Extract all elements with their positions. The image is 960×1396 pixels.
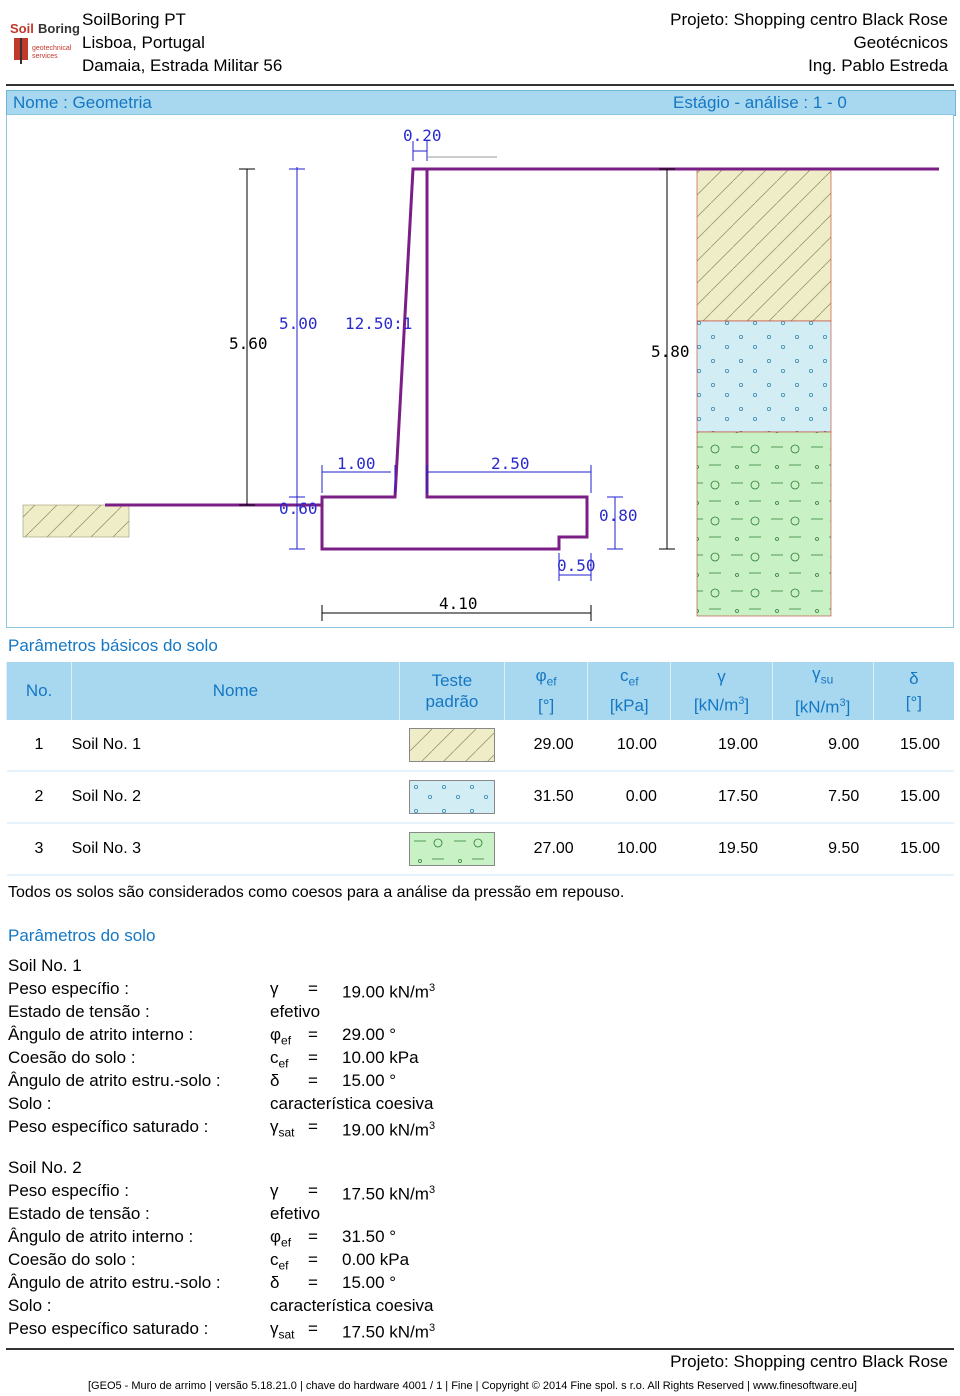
footer-divider	[6, 1348, 954, 1350]
cell-phi: 31.50	[505, 771, 588, 823]
svg-text:geotechnical: geotechnical	[32, 45, 72, 52]
soil-name: Soil No. 1	[8, 956, 82, 975]
soil-layer-2	[697, 321, 831, 432]
footer-software-info: [GEO5 - Muro de arrimo | versão 5.18.21.0 | chave do hardware 4001 / 1 | Fine | Copyright © 2014 Fine spol. s r.o. All Rights Reserved | www.finesoftware.eu]	[88, 1380, 857, 1392]
cell-c: 10.00	[588, 823, 671, 875]
soil-swatch-gravel	[409, 832, 495, 866]
cell-pattern	[399, 771, 504, 823]
table-row	[7, 720, 955, 771]
header-divider	[6, 84, 954, 86]
company-block	[82, 8, 282, 77]
cell-gamma-su: 9.50	[772, 823, 873, 875]
dim-key-width: 0.50	[557, 556, 596, 575]
company-address: Damaia, Estrada Militar 56	[82, 56, 283, 75]
dim-slope: 12.50:1	[345, 314, 413, 333]
dim-height-right: 5.80	[651, 342, 690, 361]
basic-params-title: Parâmetros básicos do solo	[8, 636, 218, 655]
soil-swatch-hatch	[409, 728, 495, 762]
soil-params-table	[6, 662, 954, 876]
soil-layer-1	[697, 169, 831, 321]
dim-heel: 2.50	[491, 454, 530, 473]
cell-pattern	[399, 823, 504, 875]
dim-total-width: 4.10	[439, 594, 478, 613]
cell-delta: 15.00	[873, 771, 954, 823]
project-engineer: Ing. Pablo Estreda	[808, 56, 948, 75]
company-name: SoilBoring PT	[82, 10, 186, 29]
soil-swatch-dots	[409, 780, 495, 814]
project-block	[670, 8, 948, 77]
cell-no: 3	[7, 823, 72, 875]
retaining-wall	[322, 169, 587, 549]
col-c: $c_{ef}$ [kPa]	[588, 662, 671, 720]
cell-phi: 27.00	[505, 823, 588, 875]
cell-name: Soil No. 1	[72, 720, 400, 771]
soil-layer-3	[697, 432, 831, 616]
project-name: Projeto: Shopping centro Black Rose	[670, 10, 948, 29]
cell-phi: 29.00	[505, 720, 588, 771]
col-delta: δ [°]	[873, 662, 954, 720]
col-no: No.	[7, 662, 72, 720]
front-soil	[23, 505, 129, 537]
col-gamma-su: $\gamma_{su}$ $[kN/m^3]$	[772, 662, 873, 720]
dim-toe: 1.00	[337, 454, 376, 473]
soil-name: Soil No. 2	[8, 1158, 82, 1177]
table-row	[7, 771, 955, 823]
cell-gamma: 19.50	[671, 823, 772, 875]
dim-base-thick: 0.60	[279, 499, 318, 518]
geometry-drawing-frame	[6, 114, 954, 628]
cell-gamma: 19.00	[671, 720, 772, 771]
wall-geometry-drawing	[7, 115, 953, 627]
cell-c: 0.00	[588, 771, 671, 823]
cell-delta: 15.00	[873, 823, 954, 875]
geometry-title-bar	[6, 90, 956, 116]
cell-no: 2	[7, 771, 72, 823]
dim-height-left: 5.60	[229, 334, 268, 353]
project-dept: Geotécnicos	[853, 33, 948, 52]
svg-text:Soil: Soil	[10, 21, 34, 36]
svg-text:services: services	[32, 53, 58, 60]
col-phi: $\varphi_{ef}$ [°]	[505, 662, 588, 720]
dim-top-width: 0.20	[403, 126, 442, 145]
company-city: Lisboa, Portugal	[82, 33, 205, 52]
cell-gamma-su: 9.00	[772, 720, 873, 771]
cell-name: Soil No. 2	[72, 771, 400, 823]
dim-key-depth: 0.80	[599, 506, 638, 525]
dim-height-stem: 5.00	[279, 314, 318, 333]
geometry-stage: Estágio - análise : 1 - 0	[673, 93, 847, 112]
cohesion-note: Todos os solos são considerados como coesos para a análise da pressão em repouso.	[8, 884, 625, 901]
table-header-row	[7, 662, 955, 720]
col-pattern: Teste padrão	[399, 662, 504, 720]
svg-text:Boring: Boring	[38, 21, 80, 36]
geometry-name: Nome : Geometria	[13, 93, 152, 112]
cell-gamma: 17.50	[671, 771, 772, 823]
col-name: Nome	[72, 662, 400, 720]
col-gamma: γ $[kN/m^3]$	[671, 662, 772, 720]
footer-project: Projeto: Shopping centro Black Rose	[670, 1352, 948, 1371]
table-row	[7, 823, 955, 875]
cell-gamma-su: 7.50	[772, 771, 873, 823]
soil-params-title: Parâmetros do solo	[8, 926, 156, 945]
cell-pattern	[399, 720, 504, 771]
cell-delta: 15.00	[873, 720, 954, 771]
company-logo	[8, 18, 80, 66]
cell-name: Soil No. 3	[72, 823, 400, 875]
cell-c: 10.00	[588, 720, 671, 771]
cell-no: 1	[7, 720, 72, 771]
